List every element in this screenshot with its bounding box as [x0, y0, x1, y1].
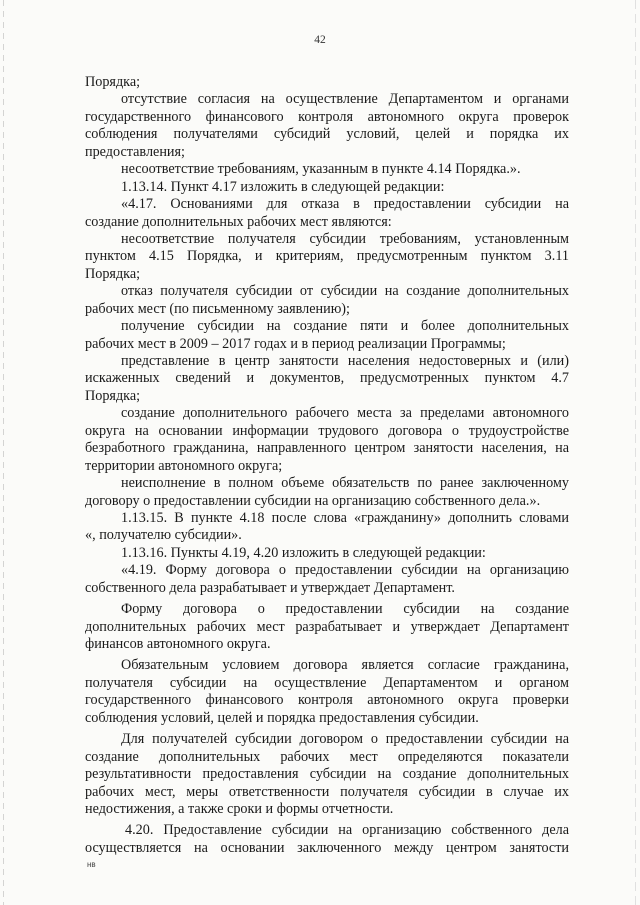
text-line: договору о предоставлении субсидии на организацию собственного дела.». [85, 492, 541, 509]
scan-edge-right [635, 0, 636, 905]
text-line: 1.13.16. Пункты 4.19, 4.20 изложить в следующей редакции: [121, 544, 486, 561]
text-line: 1.13.14. Пункт 4.17 изложить в следующей редакции: [121, 178, 445, 195]
text-line: «4.17. Основаниями для отказа в предоставлении субсидии на [121, 196, 569, 213]
text-line: представление в центр занятости населения недостоверных и (или) [121, 353, 569, 369]
text-line: соблюдения условий, целей и порядка предоставления субсидии. [85, 709, 479, 726]
text-line: Порядка; [85, 265, 141, 282]
text-line: рабочих мест, меры ответственности получателя субсидии в случае их [85, 783, 569, 800]
text-line: предоставления; [85, 143, 185, 160]
text-line: округа на основании информации трудового договора о трудоустройстве [85, 422, 569, 439]
text-line: отсутствие согласия на осуществление Департаментом и органами [121, 91, 569, 108]
body-text [85, 74, 569, 857]
text-line: соблюдения получателями субсидий условий, целей и порядка их [85, 126, 569, 143]
text-line: рабочих мест (по письменному заявлению); [85, 300, 350, 317]
text-line: получение субсидии на создание пяти и более дополнительных [121, 318, 569, 335]
text-line: отказ получателя субсидии от субсидии на создание дополнительных [121, 283, 569, 300]
text-line: Форму договора о предоставлении субсидии на создание [121, 601, 569, 618]
text-line: Для получателей субсидии договором о предоставлении субсидии на [121, 731, 569, 748]
text-line: государственного финансового контроля автономного округа проверок [85, 108, 569, 125]
text-line: Обязательным условием договора является согласие гражданина, [121, 657, 569, 674]
text-line: 4.20. Предоставление субсидии на организацию собственного дела [125, 822, 569, 839]
scan-edge-left [3, 0, 4, 905]
text-line: «, получателю субсидии». [85, 527, 242, 544]
text-line: безработного гражданина, направленного центром занятости населения, на [85, 440, 569, 457]
text-line: недостижения, а также сроки и формы отчетности. [85, 800, 394, 817]
text-line: Порядка; [85, 387, 141, 404]
text-line: создание дополнительных рабочих мест определяются показатели [85, 748, 569, 765]
text-line: рабочих мест в 2009 – 2017 годах и в период реализации Программы; [85, 335, 506, 352]
text-line: осуществляется на основании заключенного между центром занятости [85, 839, 569, 856]
text-line: территории автономного округа; [85, 457, 283, 474]
text-line: результативности предоставления субсидии на создание дополнительных [85, 766, 569, 783]
text-line: государственного финансового контроля автономного округа проверки [85, 692, 569, 709]
text-line: создание дополнительных рабочих мест являются: [85, 213, 392, 230]
page-number: 42 [314, 34, 326, 46]
text-line: неисполнение в полном объеме обязательств по ранее заключенному [121, 475, 569, 492]
text-line: получателя субсидии на осуществление Департаментом и органом [85, 674, 569, 691]
text-line: пунктом 4.15 Порядка, и критериям, предусмотренным пунктом 3.11 [85, 248, 569, 265]
text-line: «4.19. Форму договора о предоставлении субсидии на организацию [121, 562, 569, 579]
text-line: несоответствие требованиям, указанным в пункте 4.14 Порядка.». [121, 161, 521, 178]
text-line: 1.13.15. В пункте 4.18 после слова «гражданину» дополнить словами [121, 509, 569, 526]
text-line: собственного дела разрабатывает и утверждает Департамент. [85, 579, 455, 596]
text-line: Порядка; [85, 74, 141, 90]
text-line: искаженных сведений и документов, предусмотренных пунктом 4.7 [85, 370, 569, 387]
text-line: финансов автономного округа. [85, 636, 271, 652]
text-line: несоответствие получателя субсидии требованиям, установленным [121, 230, 569, 247]
text-line: создание дополнительного рабочего места за пределами автономного [121, 405, 569, 422]
footer-code: нв [87, 860, 96, 869]
text-line: дополнительных рабочих мест разрабатывает и утверждает Департамент [85, 618, 569, 635]
